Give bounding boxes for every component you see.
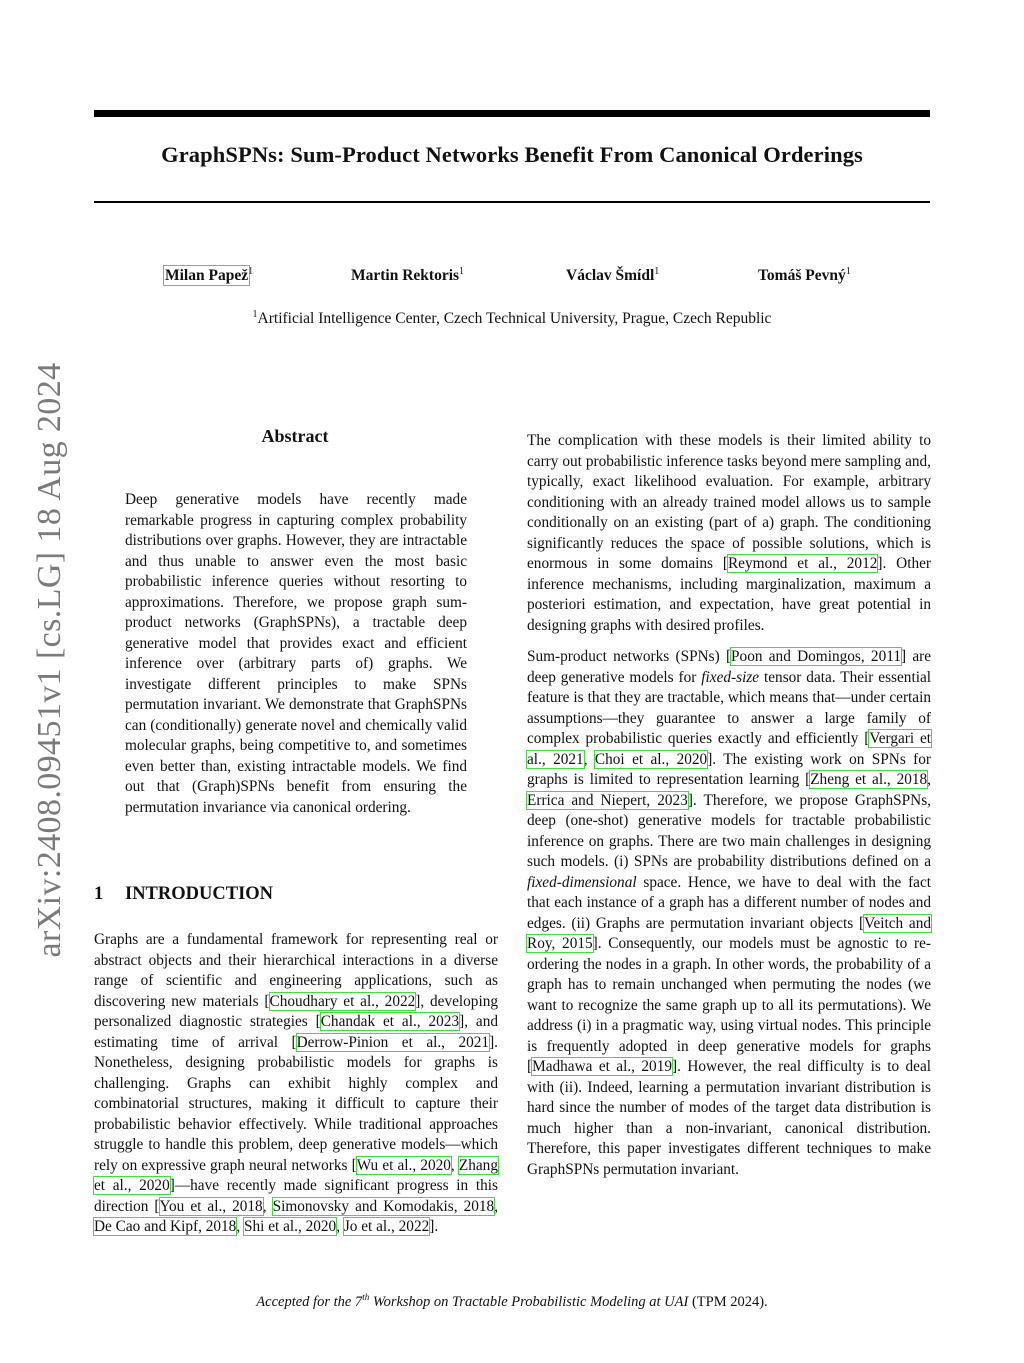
section-title: INTRODUCTION xyxy=(125,884,274,904)
emphasis: fixed-dimensional xyxy=(527,873,637,891)
author-4-name: Tomáš Pevný xyxy=(758,267,846,285)
text-run: , xyxy=(450,1156,459,1174)
author-4-affil-mark: 1 xyxy=(845,266,851,277)
footer-superscript: th xyxy=(362,1292,370,1302)
affiliation-text: Artificial Intelligence Center, Czech Technical University, Prague, Czech Republic xyxy=(257,310,772,328)
footer-venue-abbrev: (TPM 2024). xyxy=(691,1293,768,1310)
text-run: ]. However, the real difficulty is to deal with (ii). Indeed, learning a permutation invariant distribution is hard since the number of modes of the target data distribution is much higher than a non-invariant, canonical distribution. Therefore, this paper investigates different techniques to make GraphSPNs permutation invariant. xyxy=(527,1058,931,1178)
text-run: ]—have recently made significant progress in this direction [ xyxy=(94,1177,498,1215)
text-run: ], developing personalized diagnostic strategies [ xyxy=(94,992,498,1030)
intro-paragraph-3 xyxy=(527,647,931,1180)
text-run: , xyxy=(927,771,931,788)
author-2 xyxy=(351,266,464,285)
author-2-name: Martin Rektoris xyxy=(351,267,460,285)
footer-venue xyxy=(256,1294,688,1310)
title-bottom-rule xyxy=(94,201,930,203)
citation-link[interactable]: Simonovsky and Komodakis, 2018 xyxy=(272,1197,495,1215)
emphasis: fixed-size xyxy=(701,668,760,686)
text-run: ]. Other inference mechanisms, including marginalization, maximum a posteriori estimation, and expectation, have great potential in designing graphs with desired profiles. xyxy=(527,555,932,634)
section-number: 1 xyxy=(94,884,104,904)
author-3-name: Václav Šmídl xyxy=(566,267,655,285)
footer-note xyxy=(0,1292,1024,1311)
text-run: Sum-product networks (SPNs) [ xyxy=(527,648,732,665)
citation-link[interactable]: Wu et al., 2020 xyxy=(356,1156,451,1174)
affiliation-mark: 1 xyxy=(252,309,258,320)
text-run: ] are deep generative models for xyxy=(527,648,931,686)
author-4 xyxy=(758,266,851,285)
author-2-affil-mark: 1 xyxy=(459,266,465,277)
citation-link[interactable]: Poon and Domingos, 2011 xyxy=(731,648,901,665)
text-run: ]. Consequently, our models must be agnostic to re-ordering the nodes in a graph. In other words, the probability of a graph has to remain unchanged when permuting the nodes (we want to recognize the same graph up to all its permutations). We address (i) in a pragmatic way, using virtual nodes. This principle is frequently adopted in deep generative models for graphs [ xyxy=(527,935,931,1075)
text-run: ]. The existing work on SPNs for graphs is limited to representation learning [ xyxy=(527,750,932,788)
text-run: , xyxy=(262,1197,273,1215)
text-run: , xyxy=(583,750,595,768)
text-run: ]. Nonetheless, designing probabilistic models for graphs is challenging. Graphs can exhibit highly complex and combinatorial structures, making it difficult to capture their probabilistic behavior effectively. While traditional approaches struggle to handle this problem, deep generative models—which rely on expressive graph neural networks [ xyxy=(94,1033,498,1174)
citation-link[interactable]: Jo et al., 2022 xyxy=(343,1218,430,1235)
text-run: Accepted for the 7 xyxy=(256,1293,363,1310)
author-1-affil-mark: 1 xyxy=(248,266,254,277)
author-3 xyxy=(566,266,659,285)
citation-link[interactable]: Vergari et al., 2021 xyxy=(527,730,931,768)
citation-link[interactable]: Zhang et al., 2020 xyxy=(94,1156,498,1194)
citation-link[interactable]: You et al., 2018 xyxy=(159,1197,263,1215)
abstract-heading: Abstract xyxy=(261,426,329,446)
citation-link[interactable]: De Cao and Kipf, 2018 xyxy=(94,1218,237,1235)
author-3-affil-mark: 1 xyxy=(654,266,660,277)
text-run: Graphs are a fundamental framework for representing real or abstract objects and their hierarchical interactions in a diverse range of scientific and engineering applications, such as discovering new materials [ xyxy=(94,931,498,1010)
affiliation xyxy=(0,309,1024,328)
citation-link[interactable]: Chandak et al., 2023 xyxy=(320,1013,460,1030)
text-run: ], and estimating time of arrival [ xyxy=(94,1013,498,1051)
citation-link[interactable]: Shi et al., 2020 xyxy=(243,1218,337,1235)
arxiv-identifier[interactable]: arXiv:2408.09451v1 [cs.LG] 18 Aug 2024 xyxy=(31,362,68,958)
citation-link[interactable]: Choi et al., 2020 xyxy=(594,750,708,768)
citation-link[interactable]: Veitch and Roy, 2015 xyxy=(527,914,931,952)
text-run: The complication with these models is their limited ability to carry out probabilistic inference tasks beyond mere sampling and, typically, exact likelihood evaluation. For example, arbitrary conditioning with an already trained model allows us to sample conditionally on an existing (part of a) graph. The conditioning significantly reduces the space of possible solutions, which is enormous in some domains [ xyxy=(527,432,931,572)
section-heading xyxy=(94,884,273,905)
text-run: ]. xyxy=(429,1218,439,1235)
citation-link[interactable]: Zheng et al., 2018 xyxy=(810,771,928,788)
text-run: ]. Therefore, we propose GraphSPNs, deep (one-shot) generative models for tractable probabilistic inference on graphs. There are two main challenges in designing such models. (i) SPNs are probability distributions defined on a xyxy=(527,791,931,870)
intro-paragraph-1 xyxy=(94,930,498,1238)
citation-link[interactable]: Choudhary et al., 2022 xyxy=(269,992,416,1010)
text-run: Workshop on Tractable Probabilistic Modeling at UAI xyxy=(369,1293,689,1310)
citation-link[interactable]: Derrow-Pinion et al., 2021 xyxy=(296,1033,490,1051)
abstract-body: Deep generative models have recently made remarkable progress in capturing complex probability distributions over graphs. However, they are intractable and thus unable to answer even the most basic probabilistic inference queries without resorting to approximations. Therefore, we propose graph sum-product networks (GraphSPNs), a tractable deep generative model that provides exact and efficient inference over (arbitrary parts of) graphs. We investigate different principles to make SPNs permutation invariant. We demonstrate that GraphSPNs can (conditionally) generate novel and chemically valid molecular graphs, being competitive to, and sometimes even better than, existing intractable models. We find out that (Graph)SPNs benefit from ensuring the permutation invariance via canonical ordering. xyxy=(125,491,467,816)
title-top-rule xyxy=(94,110,930,117)
author-1[interactable] xyxy=(165,266,253,285)
intro-paragraph-2 xyxy=(527,431,931,636)
citation-link[interactable]: Reymond et al., 2012 xyxy=(727,555,878,572)
text-run: , xyxy=(336,1218,344,1235)
text-run: space. Hence, we have to deal with the fact that each instance of a graph has a different number of nodes and edges. (ii) Graphs are permutation invariant objects [ xyxy=(527,873,931,932)
right-column xyxy=(527,431,931,1189)
text-run: , xyxy=(236,1218,244,1235)
citation-link[interactable]: Madhawa et al., 2019 xyxy=(532,1058,673,1075)
paper-title: GraphSPNs: Sum-Product Networks Benefit From Canonical Orderings xyxy=(161,142,863,167)
text-run: , xyxy=(494,1197,499,1215)
citation-link[interactable]: Errica and Niepert, 2023 xyxy=(527,791,688,809)
text-run: tensor data. Their essential feature is that they are tractable, which means that—under certain assumptions—they guarantee to answer a large family of complex probabilistic queries exactly and efficiently [ xyxy=(527,668,931,747)
author-1-name[interactable]: Milan Papež xyxy=(165,267,249,285)
